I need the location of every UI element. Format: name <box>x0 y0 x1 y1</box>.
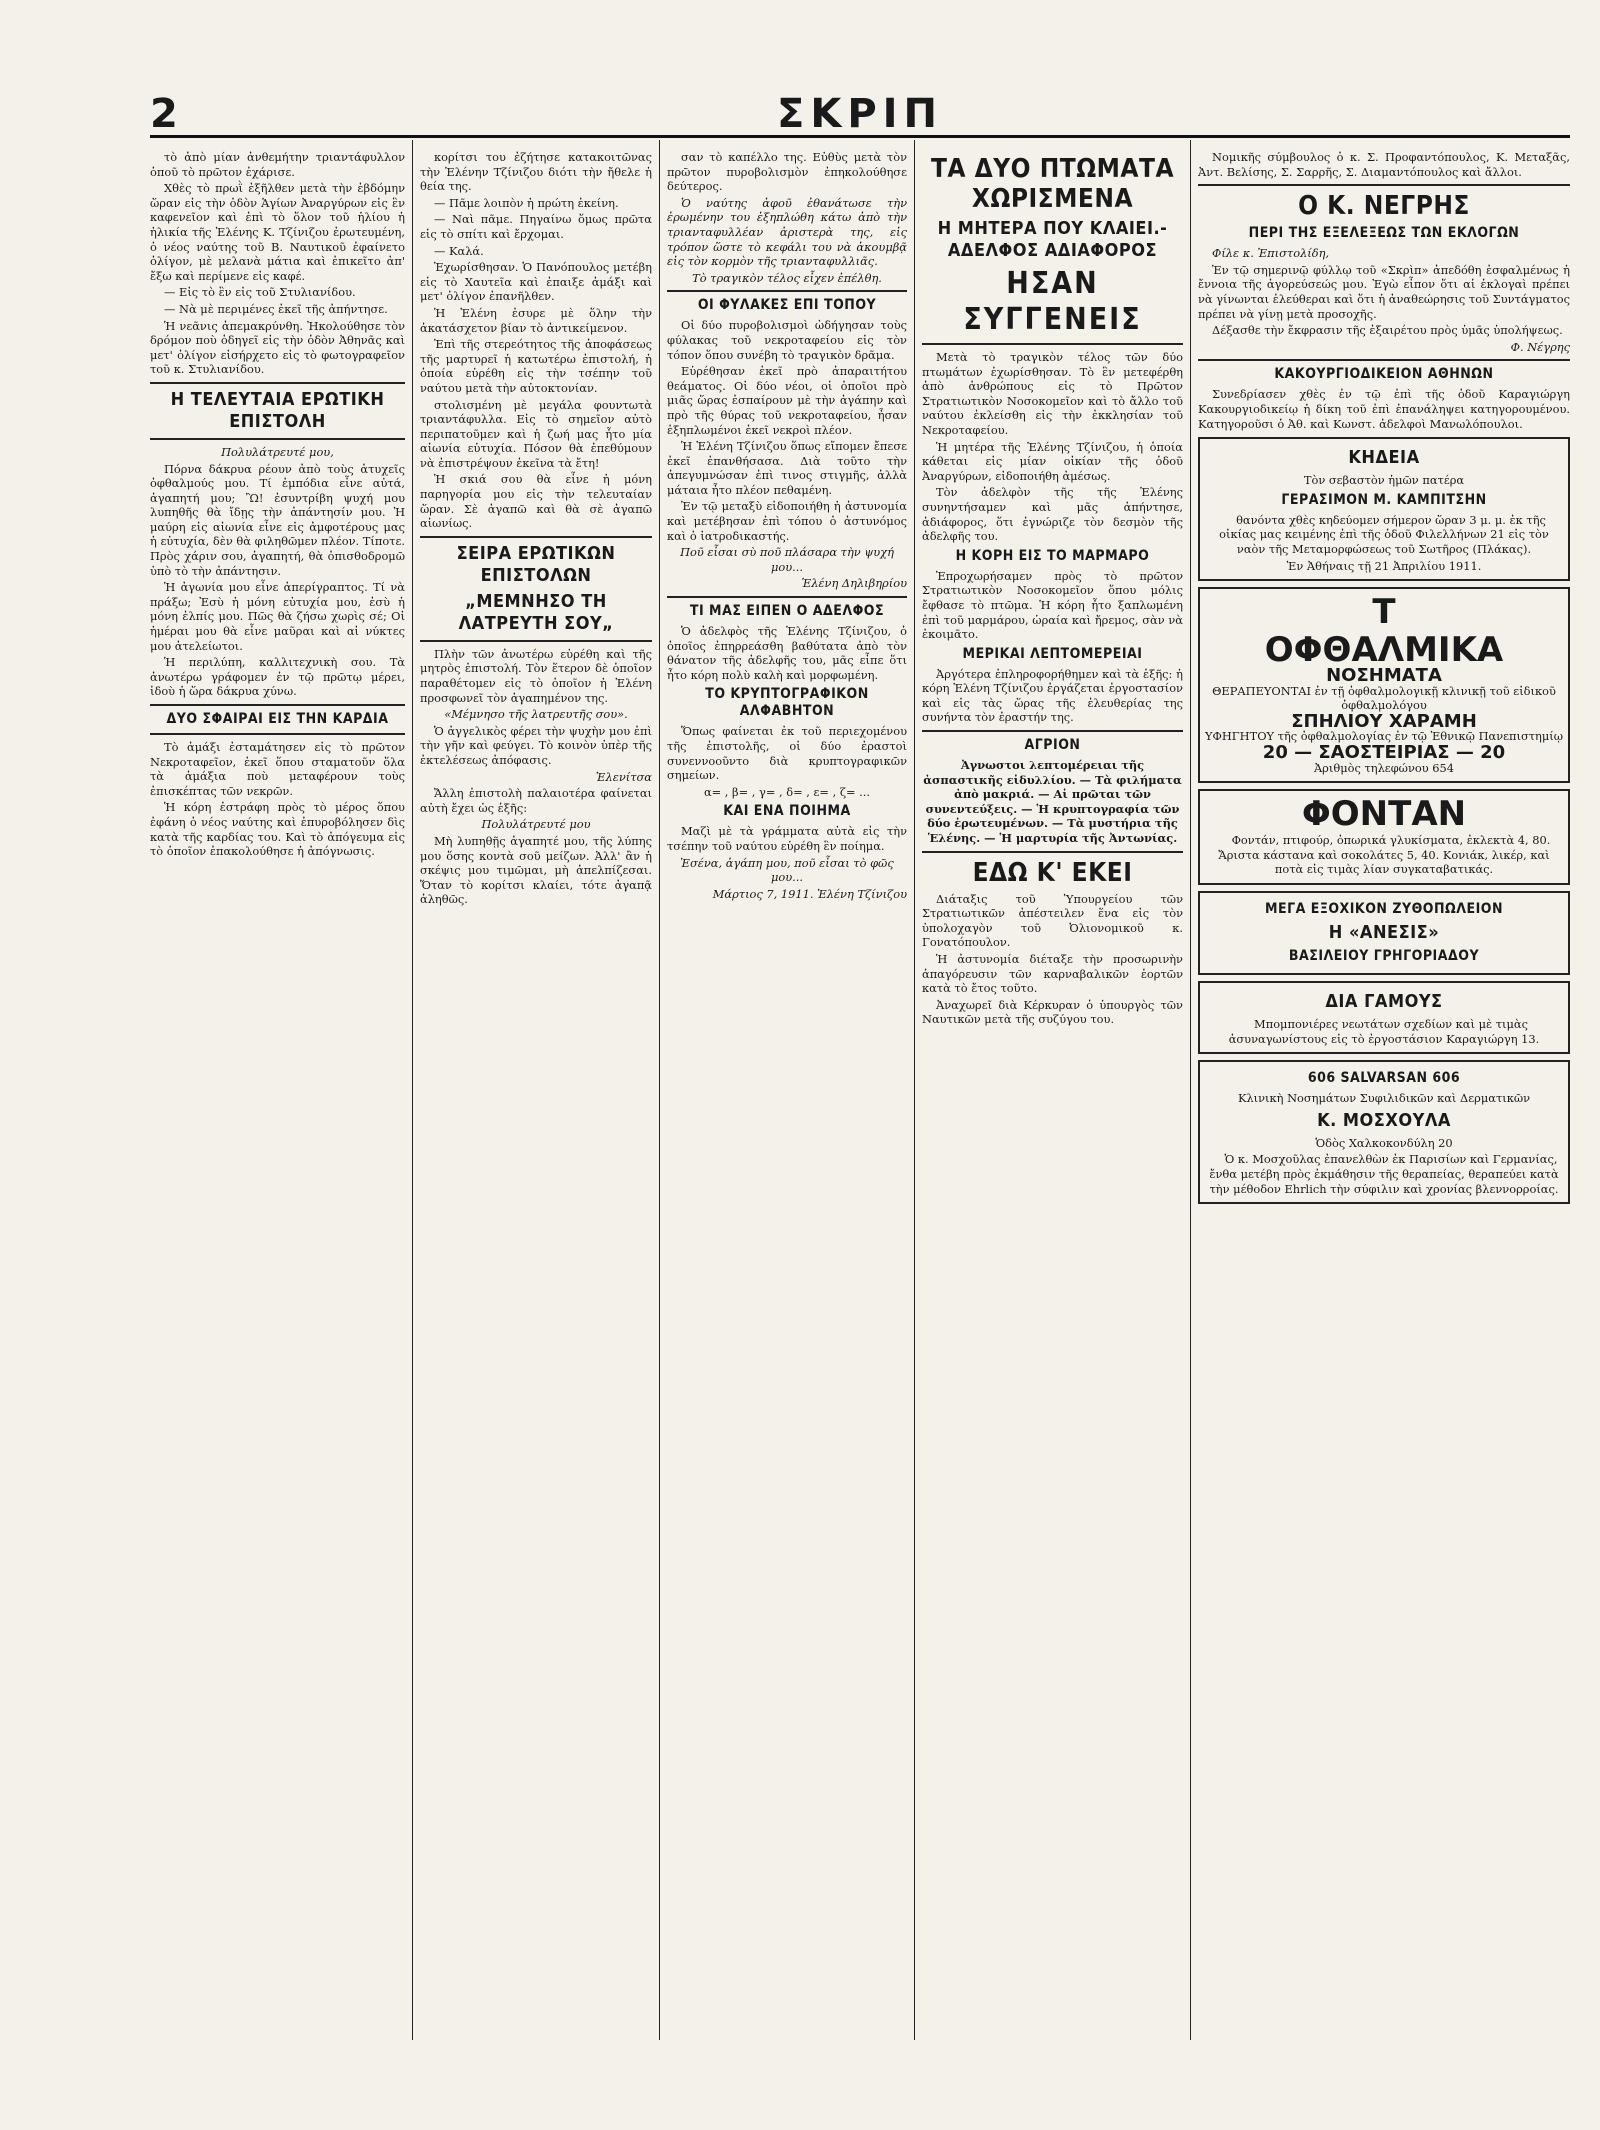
poem-line: Ἐσένα, ἀγάπη μου, ποῦ εἶσαι τὸ φῶς μου... <box>680 855 894 885</box>
headline-tomorrow: ΑΓΡΙΟΝ <box>1024 737 1081 754</box>
ad-doctor-role: ΥΦΗΓΗΤΟΥ τῆς ὀφθαλμολογίας ἐν τῷ Ἐθνικῷ Πανεπιστημίῳ <box>1204 729 1564 744</box>
ad-phone: Ἀριθμὸς τηλεφώνου 654 <box>1313 760 1455 775</box>
column-rule <box>1190 140 1191 2040</box>
headline-relatives: ΗΣΑΝ ΣΥΓΓΕΝΕΙΣ <box>963 266 1142 337</box>
headline-cipher: ΤΟ ΚΡΥΠΤΟΓΡΑΦΙΚΟΝ ΑΛΦΑΒΗΤΟΝ <box>705 686 869 720</box>
article-paragraph: Συνεδρίασεν χθὲς ἐν τῷ ἐπὶ τῆς ὁδοῦ Καραγιώργη Κακουργιοδικείῳ ἡ δίκη τοῦ ἐπὶ ἐπανάληψει κατηγορουμένου. Κατηγοροῦσι ὁ Ἀθ. καὶ Κωνστ. ἀδελφοὶ Μανωλόπουλοι. <box>1198 387 1570 431</box>
section-divider <box>150 382 405 384</box>
section-divider <box>922 730 1183 732</box>
headline-two-bodies: ΤΑ ΔΥΟ ΠΤΩΜΑΤΑ ΧΩΡΙΣΜΕΝΑ <box>930 154 1175 214</box>
article-paragraph: Ἐπροχωρήσαμεν πρὸς τὸ πρῶτον Στρατιωτικὸν Νοσοκομεῖον ὅπου μόλις ἔφθασε τὸ πτῶμα. Ἡ κόρη ἦτο ξαπλωμένη ἐπὶ τοῦ μαρμάρου, ὡραία καὶ ἤρεμος, σὰν νὰ ἐκοιμᾶτο. <box>922 568 1183 642</box>
article-paragraph: Πλὴν τῶν ἀνωτέρω εὑρέθη καὶ τῆς μητρὸς ἐπιστολή. Τὸν ἕτερον δὲ ὁποῖον παραθέτομεν εἰς τὸ ὁποῖον ἡ Ἑλένη προσφωνεῖ τὸν ἀγαπημένον της. <box>420 646 652 705</box>
letter-salutation: Φίλε κ. Ἐπιστολίδη, <box>1212 246 1330 261</box>
article-paragraph: τὸ ἀπὸ μίαν ἀνθεμήτην τριαντάφυλλον ὁποῦ τὸ πρῶτον ἐχάρισε. <box>150 150 405 179</box>
article-paragraph: Οἱ δύο πυροβολισμοὶ ὡδήγησαν τοὺς φύλακας τοῦ νεκροταφείου εἰς τὸν τόπον ὅπου συνέβη τὸ τραγικὸν δρᾶμα. <box>667 318 907 362</box>
article-paragraph: Ἄλλη ἐπιστολὴ παλαιοτέρα φαίνεται αὐτὴ ἔχει ὡς ἑξῆς: <box>420 786 652 815</box>
ad-name: Η «ΑΝΕΣΙΣ» <box>1328 922 1440 944</box>
letter-paragraph: Ἡ σκιά σου θὰ εἶνε ἡ μόνη παρηγορία μου εἰς τὴν τελευταίαν ὥραν. Σὲ ἀγαπῶ καὶ θὰ σὲ ἀγαπῶ αἰωνίως. <box>420 472 652 531</box>
article-paragraph: Ὁ ἀγγελικὸς φέρει τὴν ψυχὴν μου ἐπὶ τὴν γῆν καὶ φεύγει. Τὸ κοινὸν ὑπὲρ τῆς ἐκτελέσεως ἀπόφασις. <box>420 723 652 767</box>
article-paragraph: Ἐπὶ τῆς στερεότητος τῆς ἀποφάσεως τῆς μαρτυρεῖ ἡ κατωτέρω ἐπιστολή, ἡ ὁποία εὑρέθη εἰς τὴν τσέπην τοῦ ναύτου μετὰ τὴν αὐτοκτονίαν. <box>420 337 652 395</box>
letter-paragraph: Ἡ περιλύπη, καλλιτεχνικὴ σου. Τὰ ἀνωτέρω γράφομεν ἐν τῷ πρῶτῳ μέρει, ἰδοὺ ἡ ὥρα δάκρυα χύνω. <box>150 655 405 699</box>
section-divider <box>150 733 405 735</box>
article-paragraph: Μετὰ τὸ τραγικὸν τέλος τῶν δύο πτωμάτων ἐχωρίσθησαν. Τὸ ἓν μετεφέρθη ἀπὸ ἀνθρώπους εἰς τὸ Πρῶτον Στρατιωτικὸν Νοσοκομεῖον καὶ τὸ ἄλλο τοῦ ναύτου ἐκλείσθη εἰς τὴν ἐκκλησίαν τοῦ Νεκροταφείου. <box>922 350 1183 437</box>
ad-subtitle: ΝΟΣΗΜΑΤΑ <box>1326 665 1442 687</box>
headline-poem: ΚΑΙ ΕΝΑ ΠΟΙΗΜΑ <box>723 803 851 820</box>
section-divider <box>150 704 405 706</box>
poem-line: Ποῦ εἶσαι σὺ ποῦ πλάσαρα τὴν ψυχή μου... <box>680 545 894 574</box>
ad-brewery <box>1198 891 1570 975</box>
dialogue-line: — Καλά. <box>434 243 484 258</box>
dialogue-line: — Νὰ μὲ περιμένες ἐκεῖ τῆς ἀπήντησε. <box>164 301 388 316</box>
ad-weddings <box>1198 981 1570 1054</box>
headline-guards: ΟΙ ΦΥΛΑΚΕΣ ΕΠΙ ΤΟΠΟΥ <box>697 297 877 314</box>
section-divider <box>667 596 907 598</box>
ad-text: ΘΕΡΑΠΕΥΟΝΤΑΙ ἐν τῇ ὀφθαλμολογικῇ κλινικῇ τοῦ εἰδικοῦ ὀφθαλμολόγου <box>1212 683 1556 713</box>
letter-paragraph: Πόρνα δάκρυα ρέουν ἀπὸ τοὺς ἀτυχεῖς ὀφθαλμούς μου. Τί ἐμπόδια εἶνε αὐτά, ἀγαπητή μου; Ὢ! ἐσυντρίβη ψυχή μου λυπηθῆς θὰ ἴδῃς τὴν ἀπάντησίν μου. Ἡ μαύρη εἰς αἰωνία εἶνε εἰς ἀμφοτέρους μας ἡ εὐτυχία, δὲν θὰ φιληθῶμεν πλέον. Τίποτε. Πρὸς χάριν σου, ἀγαπητή, θὰ ὀπισθοδρομῶ ὑπὸ τὸ τὴν ἀπάντησιν. <box>150 461 405 578</box>
column-1 <box>150 150 405 2050</box>
article-paragraph: Ἡ κόρη ἐστράφη πρὸς τὸ μέρος ὅπου ἐφάνη ὁ νέος ναύτης καὶ ἐπυροβόλησεν δὶς κατὰ τῆς καρδίας του. Καὶ τὸ ἀπόγευμα εἰς τὸ ὁποῖον ἐπακολούθησε ἡ ἀπόγνωσις. <box>150 800 405 859</box>
headline-remember: „ΜΕΜΝΗΣΟ ΤΗ ΛΑΤΡΕΥΤΗ ΣΟΥ„ <box>458 590 614 634</box>
ad-title: 606 SALVARSAN 606 <box>1307 1070 1461 1087</box>
letter-salutation: Πολυλάτρευτέ μου <box>481 817 591 832</box>
letter-salutation: Πολυλάτρευτέ μου, <box>221 444 334 459</box>
ad-address: Ὁδὸς Χαλκοκονδύλη 20 <box>1315 1135 1453 1150</box>
ad-name: Κ. ΜΟΣΧΟΥΛΑ <box>1317 1109 1451 1131</box>
ad-fondant <box>1198 789 1570 885</box>
letter-paragraph: Δέξασθε τὴν ἔκφρασιν τῆς ἐξαιρέτου πρὸς ὑμᾶς ὑπολήψεως. <box>1212 323 1563 338</box>
headline-last-letter: Η ΤΕΛΕΥΤΑΙΑ ΕΡΩΤΙΚΗ ΕΠΙΣΤΟΛΗ <box>170 388 385 432</box>
letter-paragraph: Μὴ λυπηθῇς ἀγαπητέ μου, τῆς λύπης μου ὅσης κοντὰ σοῦ μείζων. Ἀλλ' ἂν ἡ σκέψις μου τιμῶμαι, μὴ ἀπελπίζεσαι. Ὅταν τὸ κορίτσι κλαίει, τότε ἀγαπᾷ ἀληθῶς. <box>420 833 652 907</box>
section-divider <box>922 851 1183 853</box>
article-paragraph: Ἡ μητέρα τῆς Ἑλένης Τζίνιζου, ἡ ὁποία κάθεται εἰς μίαν οἰκίαν τῆς ὁδοῦ Ἀναργύρων, εἰδοποιήθη ἀμέσως. <box>922 439 1183 483</box>
article-paragraph: Ἡ νεᾶνις ἀπεμακρύνθη. Ἠκολούθησε τὸν δρόμον ποὺ ὁδηγεῖ εἰς τὴν ὁδὸν Ἀθηνᾶς καὶ μετ' ὀλίγον εἰσήρχετο εἰς τὸ φωτογραφεῖον τοῦ κ. Στυλιανίδου. <box>150 318 405 377</box>
article-paragraph: σαν τὸ καπέλλο της. Εὐθὺς μετὰ τὸν πρῶτον πυροβολισμὸν ἐπηκολούθησε δεύτερος. <box>667 150 907 194</box>
article-paragraph: Ἀργότερα ἐπληροφορήθημεν καὶ τὰ ἑξῆς: ἡ κόρη Ἑλένη Τζίνιζου ἐργάζεται ἐργοστασίον καὶ εἰς τὰς ὥρας τῆς ἐλευθερίας της συνήντα τὸν ἐραστήν της. <box>922 666 1183 725</box>
article-paragraph: Ἡ Ἑλένη Τζίνιζου ὅπως εἴπομεν ἔπεσε ἐκεῖ ἐπανθήσασα. Διὰ τοῦτο τὴν ἀπεγυμνώσαν ἐπὶ τινος στιγμῆς, ἀλλὰ μάταια ἦτο πλέον πεθαμένη. <box>667 439 907 497</box>
column-4 <box>922 150 1183 2050</box>
headline-marble: Η ΚΟΡΗ ΕΙΣ ΤΟ ΜΑΡΜΑΡΟ <box>955 547 1150 564</box>
masthead <box>150 91 1570 138</box>
funeral-text: θανόντα χθὲς κηδεύομεν σήμερον ὥραν 3 μ. μ. ἐκ τῆς οἰκίας μας κειμένης ἐπὶ τῆς ὁδοῦ Φιλελλήνων 21 εἰς τὸν ναὸν τῆς Μεταμορφώσεως τοῦ Σωτῆρος (Πλάκας). <box>1219 512 1549 556</box>
article-paragraph: Τὸν ἀδελφὸν τῆς τῆς Ἑλένης συνηντήσαμεν καὶ μᾶς ἀπήντησε, ἀδιάφορος, ὅτι ἐγνώριζε τὸν δεσμὸν τῆς ἀδελφῆς του. <box>922 485 1183 544</box>
column-rule <box>914 140 915 2040</box>
paper-name: ΣΚΡΙΠ <box>777 91 943 137</box>
ad-address: 20 — ΣΑΟΣΤΕΙΡΙΑΣ — 20 <box>1262 742 1506 764</box>
headline-details: ΜΕΡΙΚΑΙ ΛΕΠΤΟΜΕΡΕΙΑΙ <box>962 645 1143 662</box>
section-divider <box>922 343 1183 345</box>
headline-mother-crying: Η ΜΗΤΕΡΑ ΠΟΥ ΚΛΑΙΕΙ.-ΑΔΕΛΦΟΣ ΑΔΙΑΦΟΡΟΣ <box>937 218 1168 261</box>
signature: Ἑλενίτσα <box>595 769 652 784</box>
section-divider <box>420 536 652 538</box>
ad-text: Μπομπονιέρες νεωτάτων σχεδίων καὶ μὲ τιμὰς ἀσυναγωνίστους εἰς τὸ ἐργοστάσιον Καραγιώργη 13. <box>1228 1017 1540 1046</box>
signature-date: Μάρτιος 7, 1911. Ἑλένη Τζίνιζου <box>712 886 907 901</box>
dialogue-line: — Πᾶμε λοιπὸν ἡ πρώτη ἐκείνη. <box>434 195 619 210</box>
funeral-title: ΚΗΔΕΙΑ <box>1348 447 1420 469</box>
letter-paragraph: Ἡ ἀγωνία μου εἶνε ἀπερίγραπτος. Τί νὰ πράξω; Ἐσὺ ἡ μόνη εὐτυχία μου, ἐσὺ ἡ μόνη ἐλπίς μου. Πῶς θὰ ζήσω χωρὶς σέ; Οἱ ἡμέραι μου θὰ εἶνε μαῦραι καὶ αἱ νύκτες μου ἀτελείωτοι. <box>150 580 405 653</box>
letter-paragraph: Ἐν τῷ σημερινῷ φύλλῳ τοῦ «Σκρὶπ» ἀπεδόθη ἐσφαλμένως ἡ ἔννοια τῆς ἀγορεύσεώς μου. Ἐγὼ εἶπον ὅτι αἱ ἐκλογαὶ πρέπει νὰ γίνωνται ἐλεύθεραι καὶ ὅτι ἡ ἀναθεώρησις τοῦ Συντάγματος πρέπει νὰ γίνῃ μετὰ προσοχῆς. <box>1198 262 1570 321</box>
article-paragraph: Ἐχωρίσθησαν. Ὁ Πανόπουλος μετέβη εἰς τὸ Χαυτεῖα καὶ ἐπαιξε ἀμάξι καὶ μετ' ὀλίγον ἐπανῆλθεν. <box>420 260 652 304</box>
headline-two-bullets: ΔΥΟ ΣΦΑΙΡΑΙ ΕΙΣ ΤΗΝ ΚΑΡΔΙΑ <box>166 711 389 727</box>
letter-paragraph: στολισμένη μὲ μεγάλα φουντωτὰ τριαντάφυλλα. Εἰς τὸ σημεῖον αὐτὸ περιπατοῦμεν καὶ ἡ ζωή μας ἦτο μία αἰωνία εὐτυχία. Πόσον θὰ ἐπεθύμουν νὰ ἐπιστρέψουν ἐκεῖνα τὰ ἔτη! <box>420 397 652 470</box>
article-paragraph: Τὸ τραγικὸν τέλος εἶχεν ἐπέλθη. <box>692 270 882 285</box>
ad-title: ΦΟΝΤΑΝ <box>1301 794 1467 835</box>
signature: Φ. Νέγρης <box>1510 339 1570 354</box>
column-5 <box>1198 150 1570 2050</box>
headline-love-letters: ΣΕΙΡΑ ΕΡΩΤΙΚΩΝ ΕΠΙΣΤΟΛΩΝ <box>456 542 616 586</box>
article-paragraph: Τὸ ἀμάξι ἐσταμάτησεν εἰς τὸ πρῶτον Νεκροταφεῖον, ἐκεῖ ὅπου σταματοῦν ὅλα τὰ ἀμάξια ποὺ μεταφέρουν τοὺς ἐπισκέπτας τῶν νεκρῶν. <box>150 740 405 798</box>
ad-ophthalmic <box>1198 587 1570 783</box>
ad-owner: ΒΑΣΙΛΕΙΟΥ ΓΡΗΓΟΡΙΑΔΟΥ <box>1288 948 1480 965</box>
article-paragraph: Εὑρέθησαν ἐκεῖ πρὸ ἀπαραιτήτου θεάματος. Οἱ δύο νέοι, οἱ ὁποῖοι πρὸ μιᾶς ὥρας ἐσπαίρουν μὲ τὴν ἀγάπην καὶ πρὸ τῆς θύρας τοῦ νεκροταφείου, ἦσαν ἐξηπλωμένοι ἐκεῖ νεκροὶ πλέον. <box>667 364 907 437</box>
column-rule <box>659 140 660 2040</box>
article-paragraph: Ὁ ἀδελφὸς τῆς Ἑλένης Τζίνιζου, ὁ ὁποῖος ἐπηρρεάσθη βαθύτατα ἀπὸ τὸν θάνατον τῆς ἀδελφῆς του, μᾶς εἶπε ὅτι ἦτο κόρη πολὺ καλὴ καὶ μορφωμένη. <box>667 624 907 682</box>
section-divider <box>1198 359 1570 361</box>
ad-title: ΔΙΑ ΓΑΜΟΥΣ <box>1325 991 1443 1013</box>
section-divider <box>150 438 405 440</box>
ad-text: Φοντάν, πτιφούρ, ὀπωρικά γλυκίσματα, ἐκλεκτὰ 4, 80. Ἄριστα κάστανα καὶ σοκολάτες 5, 40. Κονιάκ, λικέρ, καὶ ποτὰ εἰς τιμὰς λίαν συγκαταβατικάς. <box>1218 833 1551 877</box>
quoted-line: «Μέμνησο τῆς λατρευτῆς σου». <box>444 707 628 722</box>
section-divider <box>1198 184 1570 186</box>
section-divider <box>420 640 652 642</box>
article-paragraph: Ἡ Ἑλένη ἐσυρε μὲ ὅλην τὴν ἀκατάσχετον βίαν τὸ ἀντικείμενον. <box>420 305 652 335</box>
funeral-notice <box>1198 437 1570 581</box>
article-paragraph: Μαζὶ μὲ τὰ γράμματα αὐτὰ εἰς τὴν τσέπην τοῦ ναύτου εὑρέθη ἓν ποίημα. <box>667 824 907 853</box>
column-3 <box>667 150 907 2050</box>
ad-title: ΜΕΓΑ ΕΞΟΧΙΚΟΝ ΖΥΘΟΠΩΛΕΙΟΝ <box>1264 901 1504 918</box>
funeral-date: Ἐν Ἀθήναις τῇ 21 Ἀπριλίου 1911. <box>1286 558 1482 573</box>
news-item: Ἀναχωρεῖ διὰ Κέρκυραν ὁ ὑπουργὸς τῶν Ναυτικῶν μετὰ τῆς συζύγου του. <box>922 997 1183 1027</box>
ad-doctor-name: ΣΠΗΛΙΟΥ ΧΑΡΑΜΗ <box>1291 710 1477 732</box>
funeral-line: Τὸν σεβαστὸν ἡμῶν πατέρα <box>1303 473 1465 488</box>
headline-elections: ΠΕΡΙ ΤΗΣ ΕΞΕΛΕΞΕΩΣ ΤΩΝ ΕΚΛΟΓΩΝ <box>1248 225 1520 242</box>
article-paragraph: Ὁ ναύτης ἀφοῦ ἐθανάτωσε τὴν ἐρωμένην του ἐξηπλώθη κάτω ἀπὸ τὴν τριανταφυλλέαν ἀριστερὰ της, εἰς τρόπον ὥστε τὸ κεφάλι του νὰ ἀκουμβᾷ εἰς τὸν κορμὸν τῆς τριανταφυλλιᾶς. <box>667 195 907 269</box>
article-paragraph: Ἐν τῷ μεταξὺ εἰδοποιήθη ἡ ἀστυνομία καὶ μετέβησαν ἐπὶ τόπου ὁ ἀστυνόμος καὶ ὁ ἰατροδικαστής. <box>667 499 907 543</box>
article-paragraph: Ὅπως φαίνεται ἐκ τοῦ περιεχομένου τῆς ἐπιστολῆς, οἱ δύο ἐραστοὶ συνεννοοῦντο διὰ κρυπτογραφικῶν σημείων. <box>667 724 907 783</box>
headline-brother: ΤΙ ΜΑΣ ΕΙΠΕΝ Ο ΑΔΕΛΦΟΣ <box>689 603 885 620</box>
ad-initial: Τ <box>1372 592 1396 633</box>
page-number: 2 <box>150 91 178 137</box>
ad-subtitle: Κλινικὴ Νοσημάτων Συφιλιδικῶν καὶ Δερματικῶν <box>1237 1091 1531 1106</box>
ad-title: ΟΦΘΑΛΜΙΚΑ <box>1264 630 1504 671</box>
headline-negris: Ο Κ. ΝΕΓΡΗΣ <box>1298 191 1470 222</box>
article-paragraph: Νομικῆς σύμβουλος ὁ κ. Σ. Προφαντόπουλος, Κ. Μεταξᾶς, Ἀντ. Βελίσης, Σ. Σαρρῆς, Σ. Διαμαντόπουλος καὶ ἄλλοι. <box>1198 150 1570 179</box>
funeral-name: ΓΕΡΑΣΙΜΟΝ Μ. ΚΑΜΠΙΤΣΗΝ <box>1281 491 1487 508</box>
article-paragraph: Χθὲς τὸ πρωῒ ἐξῆλθεν μετὰ τὴν ἑβδόμην ὥραν εἰς τὴν ὁδὸν Ἁγίων Ἀναργύρων εἰς ἓν καφενεῖον καὶ ἐπὶ τὸ ὅλον τοῦ ἡλίου ἡ ἡλικία τῆς Ἑλένης Κ. Τζίνιζου ἐρωτευμένη, ὁ νέος ναύτης τοῦ Β. Ναυτικοῦ ἐφαίνετο ὀλίγον, μὲ μελανὰ μάτια καὶ ἐπικεῖτο ἀπ' ἔξω καὶ περίμενε εἰς καφέ. <box>150 181 405 283</box>
news-item: Διάταξις τοῦ Ὑπουργείου τῶν Στρατιωτικῶν ἀπέστειλεν ἕνα εἰς τὸν ὑπολοχαγὸν τοῦ Ὀλιονομικοῦ κ. Γονατόπουλον. <box>922 891 1183 950</box>
ad-salvarsan <box>1198 1060 1570 1204</box>
teaser-summary: Ἀγνωστοι λεπτομέρειαι τῆς ἀσπαστικῆς εἰδυλλίου. — Τὰ φιλήματα ἀπὸ μακριά. — Αἱ πρῶται τῶν συνεντεύξεις. — Ἡ κρυπτογραφία τῶν δύο ἐρωτευμένων. — Τὰ μυστήρια τῆς Ἑλένης. — Ἡ μαρτυρία τῆς Ἀντωνίας. <box>923 758 1182 846</box>
column-2 <box>420 150 652 2050</box>
ad-text: Ὁ κ. Μοσχοῦλας ἐπανελθὼν ἐκ Παρισίων καὶ Γερμανίας, ἔνθα μετέβη πρὸς ἐκμάθησιν τῆς θεραπείας, θεραπεύει κατὰ τὴν μέθοδον Ehrlich τὴν σύφιλιν καὶ χρονίας βλεννορροίας. <box>1209 1152 1559 1196</box>
signature: Ἑλένη Δηλιβηρίου <box>801 576 907 591</box>
dialogue-line: — Ναὶ πᾶμε. Πηγαίνω ὅμως πρῶτα εἰς τὸ σπίτι καὶ ἔρχομαι. <box>420 212 652 241</box>
news-item: Ἡ ἀστυνομία διέταξε τὴν προσωρινὴν ἀπαγόρευσιν τῶν καρναβαλικῶν ἑορτῶν κατὰ τὸ ἔτος τοῦτο. <box>922 952 1183 996</box>
section-divider <box>667 290 907 292</box>
headline-here-and-there: ΕΔΩ Κ' ΕΚΕΙ <box>972 857 1133 888</box>
dialogue-line: — Εἰς τὸ ἓν εἰς τοῦ Στυλιανίδου. <box>164 285 356 300</box>
column-rule <box>412 140 413 2040</box>
cipher-alphabet: α= , β= , γ= , δ= , ε= , ζ= ... <box>703 784 871 799</box>
article-paragraph: κορίτσι του ἐζήτησε κατακοιτῶνας τὴν Ἑλένην Τζίνιζου διότι τὴν ἤθελε ἡ θεία της. <box>420 150 652 194</box>
headline-court: ΚΑΚΟΥΡΓΙΟΔΙΚΕΙΟΝ ΑΘΗΝΩΝ <box>1274 366 1494 383</box>
